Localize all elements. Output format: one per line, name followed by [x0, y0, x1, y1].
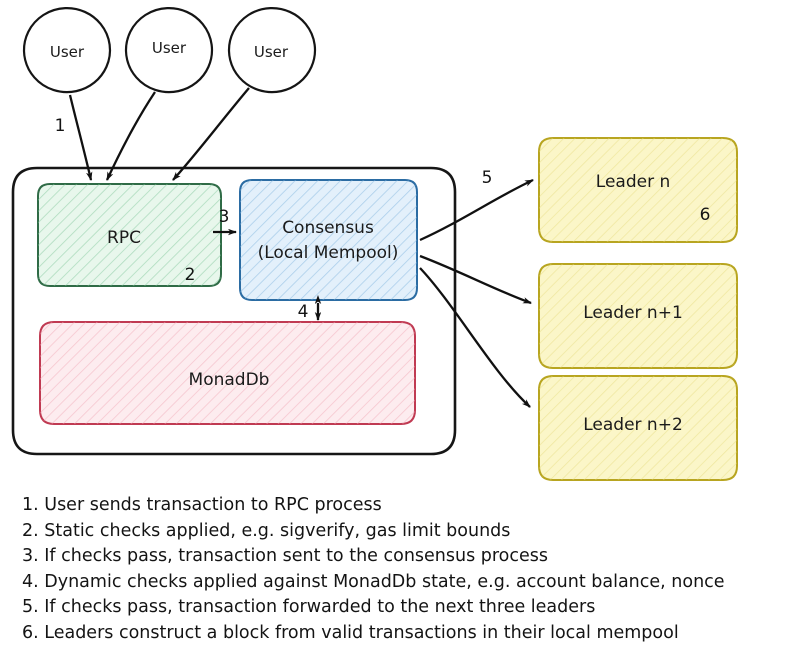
- leader-box-3: [539, 376, 737, 480]
- monaddb-box: [40, 322, 415, 424]
- leader-step-badge-1: 6: [699, 205, 711, 225]
- leader-label-2: Leader n+1: [583, 303, 683, 323]
- monaddb-label: MonadDb: [188, 370, 270, 390]
- legend-item-4: 4. Dynamic checks applied against MonadDb state, e.g. account balance, nonce: [22, 571, 725, 592]
- legend-item-6: 6. Leaders construct a block from valid transactions in their local mempool: [22, 622, 679, 643]
- user-label-1: User: [49, 43, 85, 61]
- legend-item-1: 1. User sends transaction to RPC process: [22, 495, 382, 515]
- legend-item-5: 5. If checks pass, transaction forwarded to the next three leaders: [22, 597, 596, 617]
- consensus-box: [240, 180, 417, 300]
- user-node-3: [229, 8, 315, 92]
- legend-list: [22, 493, 792, 646]
- step-label-5: 5: [481, 168, 493, 188]
- user-label-2: User: [151, 39, 187, 57]
- rpc-label: RPC: [107, 228, 141, 248]
- user-node-2: [126, 8, 212, 92]
- leader-box-2: [539, 264, 737, 368]
- consensus-label-line1: Consensus: [282, 218, 374, 238]
- consensus-label-line2: (Local Mempool): [257, 243, 399, 263]
- user-label-3: User: [253, 43, 289, 61]
- legend-item-3: 3. If checks pass, transaction sent to the consensus process: [22, 546, 549, 566]
- step-label-1: 1: [54, 116, 66, 136]
- legend-item-2: 2. Static checks applied, e.g. sigverify, gas limit bounds: [22, 520, 511, 541]
- rpc-box: [38, 184, 221, 286]
- arrow-user3-to-rpc: [173, 88, 249, 180]
- step-label-3: 3: [218, 207, 230, 227]
- leader-box-1: [539, 138, 737, 242]
- user-node-1: [24, 8, 110, 92]
- leader-label-1: Leader n: [595, 172, 671, 192]
- rpc-step-badge: 2: [184, 265, 196, 285]
- step-label-4: 4: [297, 302, 309, 322]
- leader-label-3: Leader n+2: [583, 415, 683, 435]
